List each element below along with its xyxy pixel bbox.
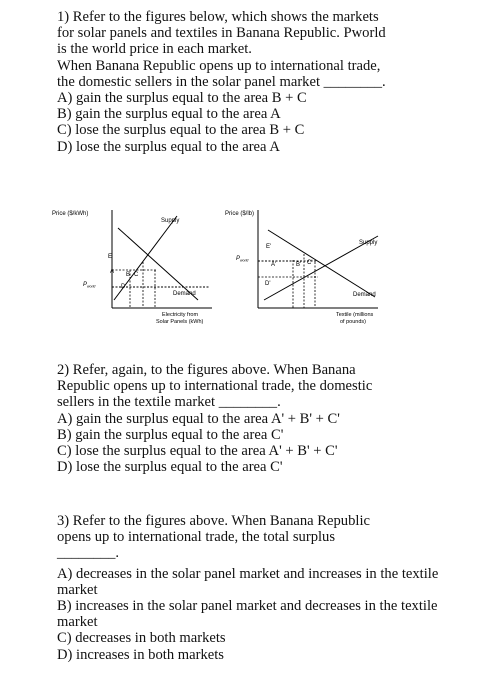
right-area-e: E' (266, 244, 272, 250)
question-1-line: 1) Refer to the figures below, which shows the markets (57, 9, 379, 25)
right-supply-label: Supply (359, 240, 378, 246)
question-2-option-d: D) lose the surplus equal to the area C' (57, 459, 283, 476)
right-demand-label: Demand (353, 292, 376, 298)
question-2-option-c: C) lose the surplus equal to the area A' + B' + C' (57, 443, 338, 460)
question-1 (57, 9, 477, 155)
right-x-axis-label-line2: of pounds) (340, 319, 366, 325)
right-x-axis-label-line1: Textile (millions (336, 312, 374, 318)
left-area-b: B (126, 272, 131, 278)
right-area-d: D' (265, 281, 271, 287)
question-3-line: ________. (57, 545, 120, 562)
question-2-option-b: B) gain the surplus equal to the area C' (57, 426, 284, 443)
left-supply-label: Supply (161, 218, 180, 224)
question-1-option-c: C) lose the surplus equal to the area B + C (57, 122, 305, 139)
question-3-option-b: B) increases in the solar panel market and decreases in the textile market (57, 598, 438, 631)
left-pworld-label: $P_{world}$ (83, 282, 96, 289)
right-area-a: A' (271, 262, 277, 268)
market-figures (50, 204, 430, 344)
left-area-d: D (121, 284, 126, 290)
figures-svg (50, 204, 430, 344)
left-x-axis-label-line2: Solar Panels (kWh) (156, 319, 204, 325)
question-1-option-d: D) lose the surplus equal to the area A (57, 138, 280, 155)
right-y-axis-label: Price ($/lb) (225, 211, 255, 217)
left-area-a: A (110, 269, 115, 275)
question-2-line: Republic opens up to international trade, the domestic (57, 378, 373, 395)
right-pworld-label: $P_{world}$ (236, 256, 249, 263)
question-1-line: When Banana Republic opens up to international trade, (57, 57, 381, 74)
question-2 (57, 362, 477, 475)
left-y-axis-label: Price ($/kWh) (52, 211, 89, 217)
question-2-line: sellers in the textile market ________. (57, 394, 281, 411)
question-3-option-a: A) decreases in the solar panel market and increases in the textile market (57, 565, 439, 598)
question-1-line: the domestic sellers in the solar panel market ________. (57, 73, 386, 90)
question-1-option-b: B) gain the surplus equal to the area A (57, 106, 281, 123)
left-demand-label: Demand (173, 291, 196, 297)
question-3-line: opens up to international trade, the total surplus (57, 529, 336, 546)
question-2-option-a: A) gain the surplus equal to the area A' + B' + C' (57, 410, 340, 427)
question-1-line: for solar panels and textiles in Banana Republic. Pworld (57, 25, 386, 42)
question-3-option-d: D) increases in both markets (57, 646, 224, 663)
solar-panel-graph (52, 210, 212, 325)
left-area-e: E (108, 254, 113, 260)
question-1-line: is the world price in each market. (57, 41, 252, 58)
question-1-option-a: A) gain the surplus equal to the area B + C (57, 90, 307, 107)
right-area-b: B' (296, 262, 302, 268)
left-area-c: C (134, 272, 139, 278)
textile-graph (225, 210, 378, 325)
right-area-c: C' (307, 260, 313, 266)
question-3-line: 3) Refer to the figures above. When Banana Republic (57, 513, 370, 529)
question-3 (57, 513, 477, 663)
question-3-option-c: C) decreases in both markets (57, 630, 226, 647)
left-x-axis-label-line1: Electricity from (162, 312, 199, 318)
question-2-line: 2) Refer, again, to the figures above. When Banana (57, 362, 356, 378)
